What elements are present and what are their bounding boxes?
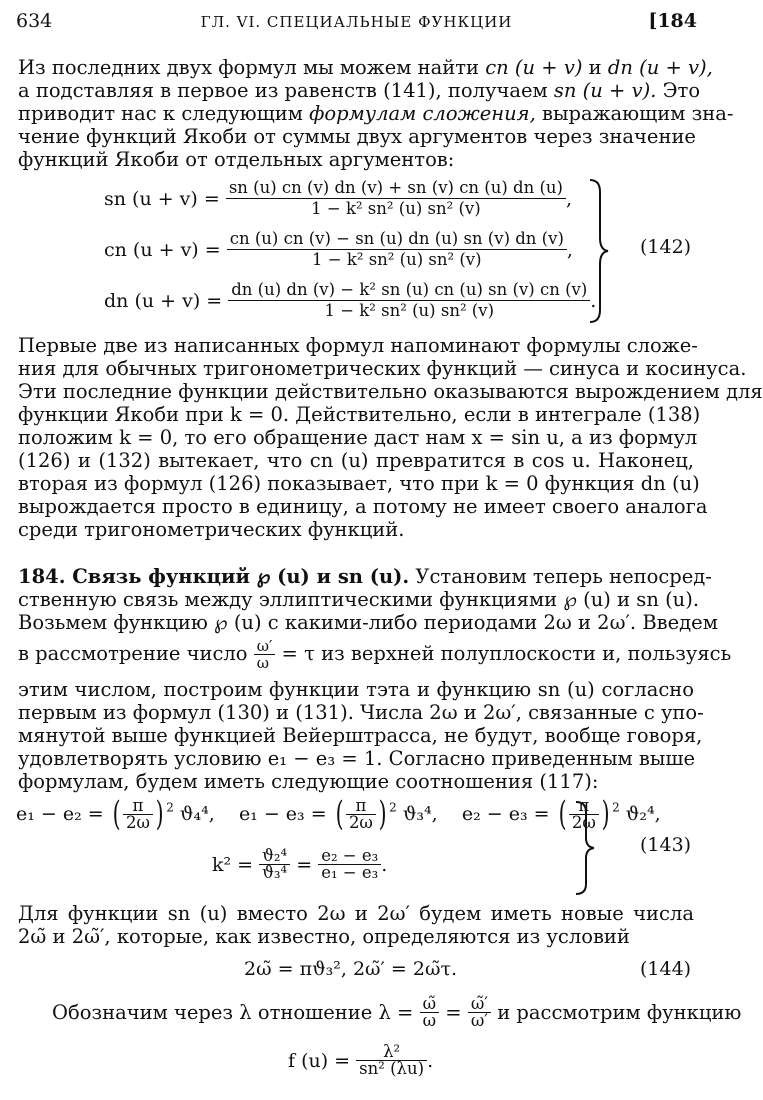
text-line [18,56,713,79]
right-brace [574,800,596,896]
text-run: и рассмотрим функцию [497,1001,742,1024]
fraction [356,1044,427,1077]
fraction [259,848,290,881]
text-line: Первые две из написанных формул напоминают формулы сложе- [18,334,698,357]
numerator: sn (u) cn (v) dn (v) + sn (v) cn (u) dn (u) [226,178,566,199]
fraction [346,795,376,832]
text-line: мянутой выше функцией Вейерштрасса, не будут, вообще говоря, [18,724,703,747]
section-184-line4 [18,634,732,674]
denominator: 2ω [571,812,596,832]
denominator: ω [422,1011,437,1030]
formula-lhs: cn (u + v) = [104,238,221,261]
text-line: первым из формул (130) и (131). Числа 2ω и 2ω′, связанные с упо- [18,701,704,724]
fraction [318,848,381,881]
formula-lhs: k² = [212,853,254,876]
text-line: чение функций Якоби от суммы двух аргументов через значение [18,125,696,148]
paragraph-intro [18,56,734,171]
denominator: 1 − k² sn² (u) sn² (v) [311,199,481,218]
punct: , [566,187,573,210]
text-line: вторая из формул (126) показывает, что при k = 0 функция dn (u) [18,472,700,495]
denominator: ω′ [470,1011,489,1030]
formula-body: 2ω̃ = πϑ₃², 2ω̃′ = 2ω̃τ. [244,958,457,980]
text-run: Установим теперь непосред- [409,565,712,588]
text-line [18,634,732,674]
exponent: 2 [612,800,620,815]
equals: = [445,1001,462,1024]
numerator: e₂ − e₃ [318,848,381,865]
numerator: ω̃′ [468,996,491,1013]
formula-sn [104,178,572,219]
text-line [18,79,701,102]
paragraph-lambda [52,996,741,1029]
equation-number: (144) [640,958,692,980]
paren: ( [335,794,344,834]
numerator: dn (u) dn (v) − k² sn (u) cn (u) sn (v) cn (v) [228,280,590,301]
page-header [16,10,697,36]
formula-lhs: dn (u + v) = [104,289,223,312]
text-line [18,565,712,588]
text-run: Это [656,79,701,102]
denominator: 1 − k² sn² (u) sn² (v) [312,250,482,269]
text-line: этим числом, построим функции тэта и функцию sn (u) согласно [18,678,694,701]
paragraph-degeneration [18,334,763,541]
punct: . [427,1049,434,1072]
formula-lhs: f (u) = [288,1049,351,1072]
text-run: в рассмотрение число [18,642,254,665]
section-184 [18,565,718,634]
text-run: = τ из верхней полуплоскости и, пользуясь [275,642,732,665]
text-line: положим k = 0, то его обращение даст нам x = sin u, а из формул [18,426,698,449]
math-run: cn (u + v) [485,56,583,79]
denominator: 2ω [126,812,150,832]
formula-143-row1 [16,794,661,834]
text-line: функции Якоби при k = 0. Действительно, если в интеграле (138) [18,403,701,426]
denominator: 1 − k² sn² (u) sn² (v) [324,301,495,320]
text-run: и [582,56,608,79]
math-run: sn (u + v). [553,79,657,102]
text-line: среди тригонометрических функций. [18,518,405,541]
fraction [226,178,566,219]
right-brace [588,178,610,324]
text-line: (126) и (132) вытекает, что cn (u) превратится в cos u. Наконец, [18,449,694,472]
denominator: e₁ − e₃ [321,863,379,882]
paren: ( [558,794,567,834]
formula-lhs: e₂ − e₃ = [461,803,550,825]
formula-lhs: e₁ − e₃ = [238,803,327,825]
text-line: удовлетворять условию e₁ − e₃ = 1. Согласно приведенным выше [18,747,696,770]
denominator: 2ω [348,812,373,832]
numerator: ω′ [254,638,276,655]
text-line: 2ω̃ и 2ω̃′, которые, как известно, определяются из условий [18,925,630,948]
punct: . [590,289,597,312]
fraction [227,229,567,270]
section-mark: [184 [648,10,697,32]
fraction [123,795,153,832]
numerator: cn (u) cn (v) − sn (u) dn (u) sn (v) dn (v) [227,229,567,250]
denominator: ϑ₃⁴ [262,863,288,882]
text-line: формулам, будем иметь следующие соотношения (117): [18,770,599,793]
text-run: Обозначим через λ отношение λ = [52,1001,414,1024]
formula-rhs: ϑ₃⁴, [402,803,438,825]
section-title: 184. Связь функций ℘ (u) и sn (u). [18,565,410,588]
text-line: Для функции sn (u) вместо 2ω и 2ω′ будем иметь новые числа [18,902,694,925]
equation-number: (143) [640,834,692,856]
numerator: ϑ₂⁴ [259,848,290,865]
formula-rhs: ϑ₄⁴, [179,803,215,825]
fraction [228,280,590,321]
text-line [18,102,734,125]
running-title: ГЛ. VI. СПЕЦИАЛЬНЫЕ ФУНКЦИИ [200,13,513,31]
formula-143-row2 [212,848,387,881]
text-line: ния для обычных тригонометрических функций — синуса и косинуса. [18,357,747,380]
denominator: sn² (λu) [359,1059,425,1078]
formula-f [288,1044,433,1077]
text-line: Возьмем функцию ℘ (u) с какими-либо периодами 2ω и 2ω′. Введем [18,611,718,634]
section-184-body [18,678,704,793]
paren: ) [155,794,164,834]
numerator: π [123,798,153,815]
punct: . [381,853,388,876]
formula-144 [244,958,457,980]
text-run: выражающим зна- [535,102,734,125]
formula-cn [104,229,573,270]
text-line: Эти последние функции действительно оказываются вырождением для [18,380,763,403]
paren: ) [378,794,387,834]
text-line: ственную связь между эллиптическими функциями ℘ (u) и sn (u). [18,588,700,611]
page-number: 634 [16,10,53,32]
exponent: 2 [166,800,174,815]
paren: ( [112,794,121,834]
text-run: а подставляя в первое из равенств (141), получаем [18,79,554,102]
text-line: вырождается просто в единицу, а потому не имеет своего аналога [18,495,708,518]
fraction [420,996,439,1029]
numerator: π [346,798,376,815]
numerator: λ² [356,1044,427,1061]
punct: , [566,238,573,261]
fraction [468,996,491,1029]
formula-lhs: sn (u + v) = [104,187,220,210]
equation-number: (142) [640,236,692,258]
paragraph-new-periods [18,902,694,948]
text-run: приводит нас к следующим [18,102,310,125]
formula-lhs: e₁ − e₂ = [16,803,104,825]
paren: ) [601,794,610,834]
text-run: Из последних двух формул мы можем найти [18,56,486,79]
equals: = [296,853,313,876]
numerator: π [569,798,599,815]
denominator: ω [256,654,269,672]
numerator: ω̃ [420,996,439,1013]
math-run: dn (u + v), [607,56,713,79]
text-line: функций Якоби от отдельных аргументов: [18,148,455,171]
exponent: 2 [389,800,397,815]
fraction-tau [254,638,276,671]
formula-dn [104,280,596,321]
italic-term: формулам сложения, [309,102,536,125]
formula-rhs: ϑ₂⁴, [625,803,661,825]
